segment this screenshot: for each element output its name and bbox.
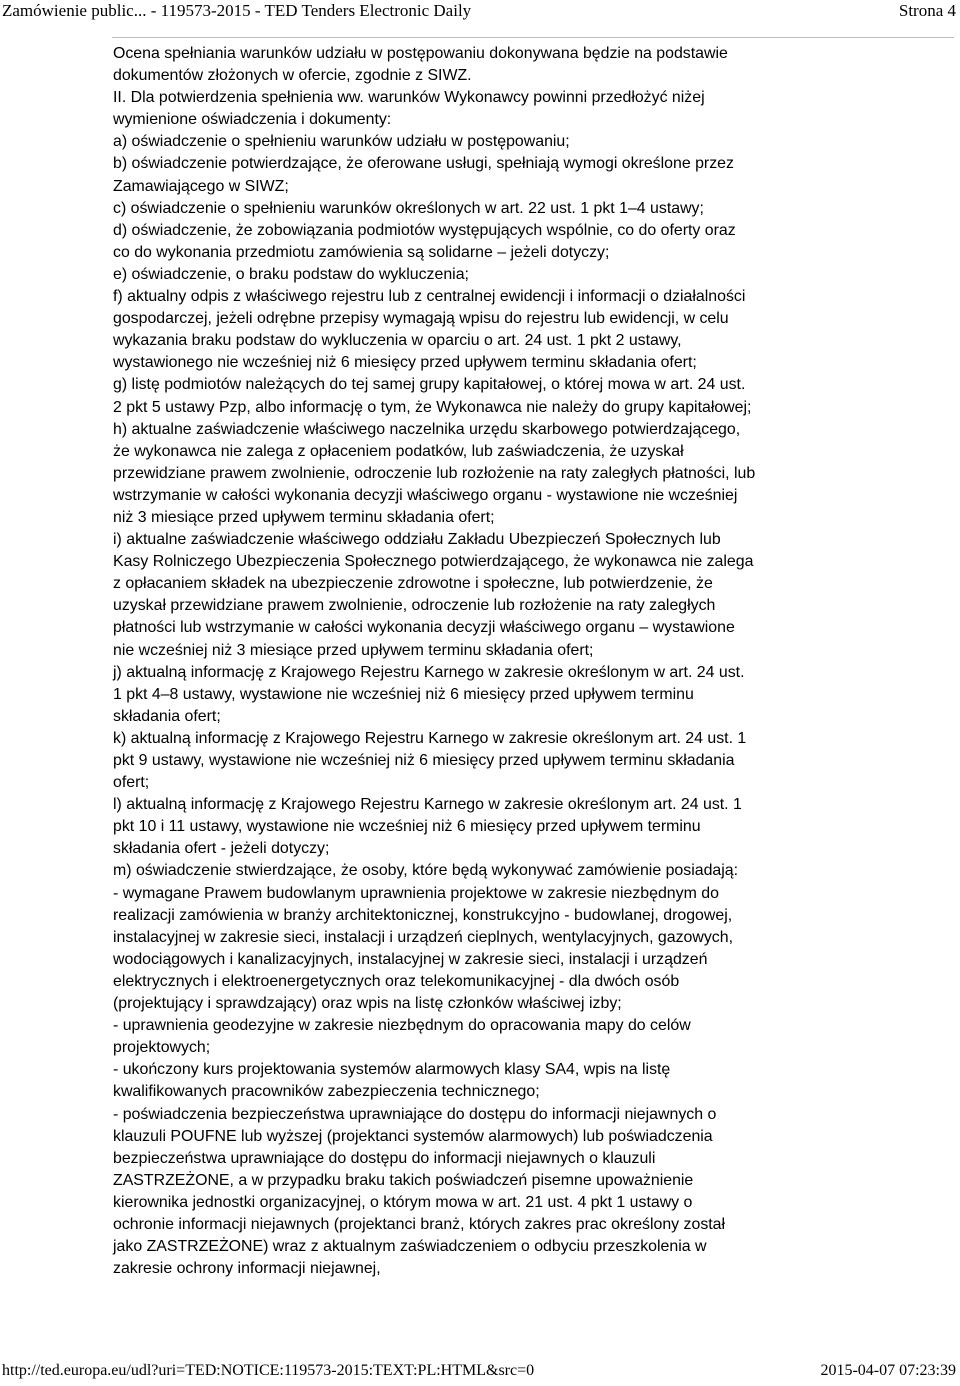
text-line: Ocena spełniania warunków udziału w postępowaniu dokonywana będzie na podstawie: [113, 45, 728, 62]
text-line: dokumentów złożonych w ofercie, zgodnie z SIWZ.: [113, 67, 472, 85]
text-line: z opłacaniem składek na ubezpieczenie zdrowotne i społeczne, lub potwierdzenie, że: [113, 575, 713, 593]
text-line: a) oświadczenie o spełnieniu warunków udziału w postępowaniu;: [113, 133, 570, 151]
text-line: b) oświadczenie potwierdzające, że oferowane usługi, spełniają wymogi określone przez: [113, 155, 734, 173]
text-line: ofert;: [113, 774, 150, 792]
text-line: g) listę podmiotów należących do tej samej grupy kapitałowej, o której mowa w art. 24 ust.: [113, 376, 746, 394]
text-line: przewidziane prawem zwolnienie, odroczenie lub rozłożenie na raty zaległych płatności, lub: [113, 464, 756, 482]
text-line: uzyskał przewidziane prawem zwolnienie, odroczenie lub rozłożenie na raty zaległych: [113, 597, 716, 615]
text-line: 2 pkt 5 ustawy Pzp, albo informację o tym, że Wykonawca nie należy do grupy kapitałowej;: [113, 398, 752, 416]
text-line: jako ZASTRZEŻONE) wraz z aktualnym zaświadczeniem o odbyciu przeszkolenia w: [113, 1238, 707, 1256]
text-line: wymienione oświadczenia i dokumenty:: [113, 111, 392, 129]
text-line: Kasy Rolniczego Ubezpieczenia Społecznego potwierdzającego, że wykonawca nie zalega: [113, 553, 754, 571]
text-line: elektrycznych i elektroenergetycznych oraz telekomunikacyjnej - dla dwóch osób: [113, 972, 680, 990]
page-number: Strona 4: [898, 1, 956, 20]
text-line: - wymagane Prawem budowlanym uprawnienia projektowe w zakresie niezbędnym do: [113, 884, 719, 902]
text-line: niż 3 miesiące przed upływem terminu składania ofert;: [113, 508, 495, 526]
text-line: - poświadczenia bezpieczeństwa uprawniające do dostępu do informacji niejawnych o: [113, 1105, 717, 1123]
text-line: projektowych;: [113, 1039, 211, 1057]
text-line: że wykonawca nie zalega z opłaceniem podatków, lub zaświadczenia, że uzyskał: [113, 442, 684, 460]
text-line: - ukończony kurs projektowania systemów alarmowych klasy SA4, wpis na listę: [113, 1061, 671, 1079]
text-line: kwalifikowanych pracowników zabezpieczenia technicznego;: [113, 1083, 540, 1101]
text-line: płatności lub wstrzymanie w całości wykonania decyzji właściwego organu – wystawione: [113, 619, 735, 637]
text-line: instalacyjnej w zakresie sieci, instalacji i urządzeń cieplnych, wentylacyjnych, gazowych,: [113, 928, 734, 946]
text-line: ZASTRZEŻONE, a w przypadku braku takich poświadczeń pisemne upoważnienie: [113, 1171, 694, 1189]
text-line: bezpieczeństwa uprawniające do dostępu do informacji niejawnych o klauzuli: [113, 1149, 656, 1167]
text-line: zakresie ochrony informacji niejawnej,: [113, 1260, 381, 1278]
source-url: http://ted.europa.eu/udl?uri=TED:NOTICE:119573-2015:TEXT:PL:HTML&src=0: [2, 1362, 535, 1379]
text-line: klauzuli POUFNE lub wyższej (projektanci systemów alarmowych) lub poświadczenia: [113, 1127, 713, 1145]
document-body: [113, 43, 955, 1280]
text-line: i) aktualne zaświadczenie właściwego oddziału Zakładu Ubezpieczeń Społecznych lub: [113, 531, 721, 549]
text-line: k) aktualną informację z Krajowego Rejestru Karnego w zakresie określonym art. 24 ust. 1: [113, 729, 747, 747]
text-line: nie wcześniej niż 3 miesiące przed upływem terminu składania ofert;: [113, 641, 594, 659]
text-line: - uprawnienia geodezyjne w zakresie niezbędnym do opracowania mapy do celów: [113, 1017, 691, 1035]
text-line: c) oświadczenie o spełnieniu warunków określonych w art. 22 ust. 1 pkt 1–4 ustawy;: [113, 199, 704, 217]
text-line: kierownika jednostki organizacyjnej, o którym mowa w art. 21 ust. 4 pkt 1 ustawy o: [113, 1193, 693, 1211]
text-line: pkt 9 ustawy, wystawione nie wcześniej niż 6 miesięcy przed upływem terminu składania: [113, 752, 735, 769]
text-line: f) aktualny odpis z właściwego rejestru lub z centralnej ewidencji i informacji o działalności: [113, 288, 746, 306]
text-line: składania ofert - jeżeli dotyczy;: [113, 840, 330, 858]
text-line: h) aktualne zaświadczenie właściwego naczelnika urzędu skarbowego potwierdzającego,: [113, 420, 741, 438]
print-timestamp: 2015-04-07 07:23:39: [820, 1362, 956, 1379]
page-title: Zamówienie public... - 119573-2015 - TED Tenders Electronic Daily: [2, 1, 472, 20]
text-line: Zamawiającego w SIWZ;: [113, 177, 289, 195]
text-line: d) oświadczenie, że zobowiązania podmiotów występujących wspólnie, co do oferty oraz: [113, 221, 736, 239]
text-line: m) oświadczenie stwierdzające, że osoby, które będą wykonywać zamówienie posiadają:: [113, 862, 739, 880]
text-line: wstrzymanie w całości wykonania decyzji właściwego organu - wystawione nie wcześniej: [113, 486, 738, 504]
page-header: [0, 0, 960, 30]
text-line: realizacji zamówienia w branży architektonicznej, konstrukcyjno - budowlanej, drogowej,: [113, 906, 733, 924]
text-line: II. Dla potwierdzenia spełnienia ww. warunków Wykonawcy powinni przedłożyć niżej: [113, 89, 705, 107]
text-line: wykazania braku podstaw do wykluczenia w oparciu o art. 24 ust. 1 pkt 2 ustawy,: [113, 332, 682, 350]
text-line: j) aktualną informację z Krajowego Rejestru Karnego w zakresie określonym w art. 24 ust.: [113, 663, 745, 681]
text-line: e) oświadczenie, o braku podstaw do wykluczenia;: [113, 265, 469, 283]
text-line: wodociągowych i kanalizacyjnych, instalacyjnej w zakresie sieci, instalacji i urządzeń: [113, 950, 708, 968]
text-line: pkt 10 i 11 ustawy, wystawione nie wcześniej niż 6 miesięcy przed upływem terminu: [113, 818, 701, 836]
page-footer: [0, 1362, 960, 1386]
text-line: l) aktualną informację z Krajowego Rejestru Karnego w zakresie określonym art. 24 ust. 1: [113, 796, 742, 814]
text-line: co do wykonania przedmiotu zamówienia są solidarne – jeżeli dotyczy;: [113, 243, 610, 261]
text-line: (projektujący i sprawdzający) oraz wpis na listę członków właściwej izby;: [113, 995, 622, 1013]
header-divider: [112, 37, 954, 38]
text-line: ochronie informacji niejawnych (projektanci branż, których zakres prac określony został: [113, 1215, 726, 1233]
text-line: składania ofert;: [113, 707, 221, 725]
text-line: wystawionego nie wcześniej niż 6 miesięcy przed upływem terminu składania ofert;: [113, 354, 697, 372]
text-line: gospodarczej, jeżeli odrębne przepisy wymagają wpisu do rejestru lub ewidencji, w celu: [113, 310, 729, 328]
text-line: 1 pkt 4–8 ustawy, wystawione nie wcześniej niż 6 miesięcy przed upływem terminu: [113, 685, 694, 703]
